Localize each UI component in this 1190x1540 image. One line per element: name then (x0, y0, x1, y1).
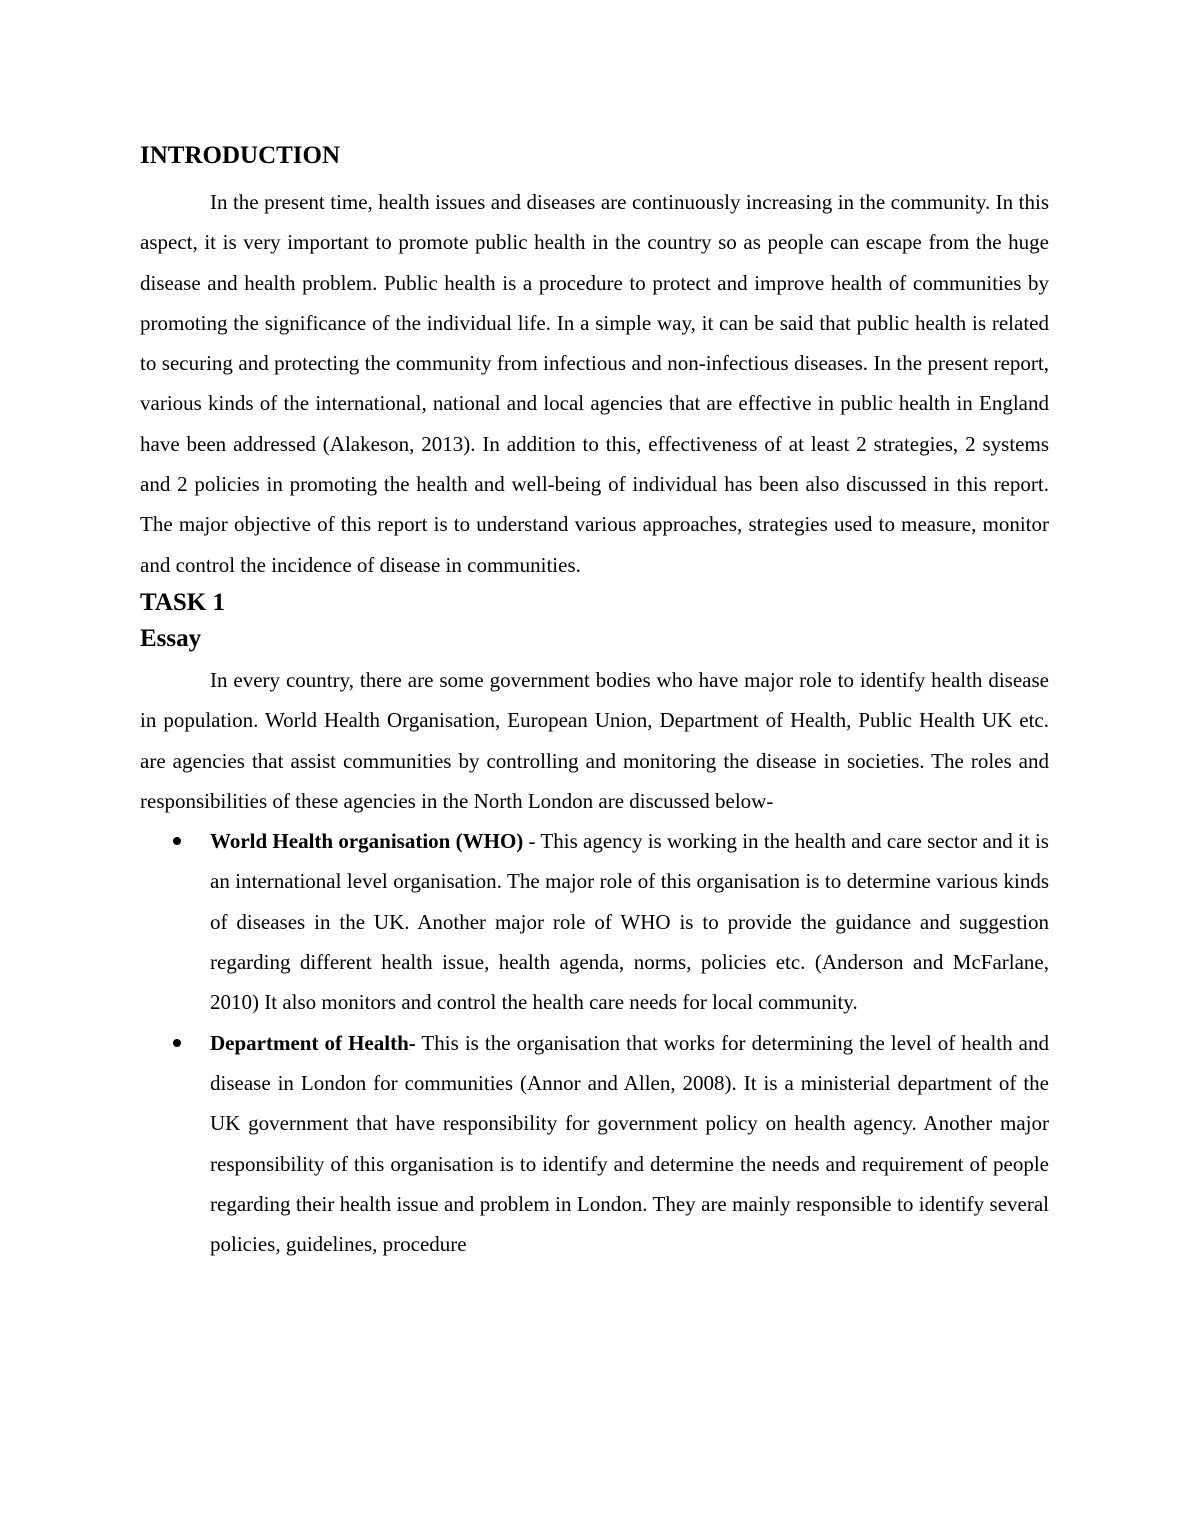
list-item (140, 1023, 1049, 1265)
bullet-icon (173, 837, 181, 845)
list-item-term: World Health organisation (WHO) (210, 829, 524, 854)
document-page (140, 138, 1049, 1264)
intro-paragraph: In the present time, health issues and diseases are continuously increasing in the community. In this aspect, it is very important to promote public health in the country so as people can escape from the huge disease and health problem. Public health is a procedure to protect and improve health of communities by promoting the significance of the individual life. In a simple way, it can be said that public health is related to securing and protecting the community from infectious and non-infectious diseases. In the present report, various kinds of the international, national and local agencies that are effective in public health in England have been addressed (Alakeson, 2013). In addition to this, effectiveness of at least 2 strategies, 2 systems and 2 policies in promoting the health and well-being of individual has been also discussed in this report. The major objective of this report is to understand various approaches, strategies used to measure, monitor and control the incidence of disease in communities. (140, 190, 1049, 577)
list-item (140, 821, 1049, 1022)
list-item-text: - This agency is working in the health and care sector and it is an international level organisation. The major role of this organisation is to determine various kinds of diseases in the UK. Another major role of WHO is to provide the guidance and suggestion regarding different health issue, health agenda, norms, policies etc. (Anderson and McFarlane, 2010) It also monitors and control the health care needs for local community. (210, 829, 1049, 1015)
list-item-term: Department of Health- (210, 1030, 416, 1055)
agency-list (140, 821, 1049, 1264)
heading-essay: Essay (140, 624, 202, 652)
list-item-text: This is the organisation that works for determining the level of health and disease in London for communities (Annor and Allen, 2008). It is a ministerial department of the UK government that have responsibility for government policy on health agency. Another major responsibility of this organisation is to identify and determine the needs and requirement of people regarding their health issue and problem in London. They are mainly responsible to identify several policies, guidelines, procedure (210, 1030, 1049, 1257)
bullet-icon (173, 1039, 181, 1047)
heading-introduction: INTRODUCTION (140, 142, 341, 169)
heading-task-1: TASK 1 (140, 588, 225, 616)
essay-paragraph: In every country, there are some government bodies who have major role to identify health disease in population. World Health Organisation, European Union, Department of Health, Public Health UK etc. are agencies that assist communities by controlling and monitoring the disease in societies. The roles and responsibilities of these agencies in the North London are discussed below- (140, 667, 1049, 813)
